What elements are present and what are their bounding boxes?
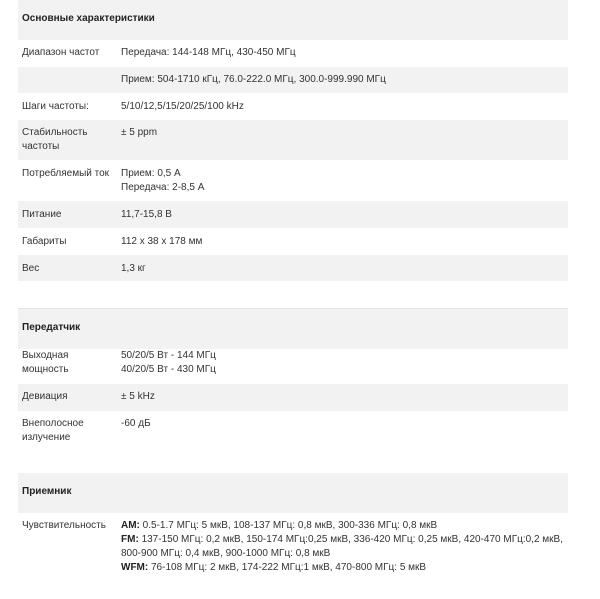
fm-mode-label: FM: [121,534,139,545]
spec-label: Шаги частоты: [22,101,89,112]
spec-value-line: 50/20/5 Вт - 144 МГц [121,350,216,361]
receiver-header [18,473,568,513]
spec-value-line: 40/20/5 Вт - 430 МГц [121,364,216,375]
wfm-mode-value: 76-108 МГц: 2 мкВ, 174-222 МГц:1 мкВ, 470-800 МГц: 5 мкВ [151,562,427,573]
spec-value: Передача: 144-148 МГц, 430-450 МГц [121,47,296,58]
spec-value: -60 дБ [121,418,151,429]
spec-row-frequency-range-rx [18,67,568,93]
spec-label: Питание [22,209,62,220]
spec-value: ± 5 kHz [121,391,155,402]
spec-label: Выходная мощность [22,350,69,375]
spec-row-current-consumption [18,160,568,201]
spec-value: 11,7-15,8 В [121,209,172,220]
spec-row-dimensions [18,228,568,255]
spec-value: 1,3 кг [121,263,146,274]
receiver-title: Приемник [22,486,72,497]
transmitter-title: Передатчик [22,322,81,333]
spec-row-frequency-stability [18,120,568,160]
main-specs-header [18,0,568,40]
spec-label: Стабильность частоты [22,127,88,152]
spec-label: Вес [22,263,40,274]
spec-value-line: Передача: 2-8,5 А [121,182,205,193]
spec-row-frequency-range-tx [18,40,568,67]
am-mode-label: AM: [121,520,140,531]
spec-row-output-power [18,349,568,389]
spec-value [121,519,566,575]
spec-row-spurious-emission [18,411,568,452]
spec-row-weight [18,255,568,281]
spec-value: 112 x 38 x 178 мм [121,236,203,247]
fm-mode-value: 137-150 МГц: 0,2 мкВ, 150-174 МГц:0,25 мкВ, 336-420 МГц: 0,25 мкВ, 420-470 МГц:0,2 мкВ, 800-900 МГц: 0,4 мкВ, 900-1000 МГц: 0,8 мкВ [121,534,564,559]
spec-row-frequency-step [18,93,568,120]
sensitivity-am-line [121,519,566,533]
transmitter-header [18,309,568,349]
spec-value-line: Прием: 0,5 А [121,168,181,179]
am-mode-value: 0.5-1.7 МГц: 5 мкВ, 108-137 МГц: 0,8 мкВ, 300-336 МГц: 0,8 мкВ [142,520,438,531]
spec-label: Девиация [22,391,68,402]
spec-label: Потребляемый ток [22,168,110,179]
spec-value: Прием: 504-1710 кГц, 76.0-222.0 МГц, 300.0-999.990 МГц [121,74,386,85]
spec-value: 5/10/12,5/15/20/25/100 kHz [121,101,244,112]
sensitivity-fm-line [121,533,566,561]
main-specs-title: Основные характеристики [22,13,155,24]
spec-value: ± 5 ppm [121,127,158,138]
spec-label: Габариты [22,236,67,247]
sensitivity-wfm-line [121,561,566,575]
spec-value [121,349,566,377]
spec-label: Диапазон частот [22,47,100,58]
spec-row-power-supply [18,201,568,228]
spec-row-sensitivity [18,513,568,579]
spec-row-deviation [18,384,568,411]
spec-value [121,167,566,195]
wfm-mode-label: WFM: [121,562,149,573]
spec-label: Внеполосное излучение [22,418,84,443]
spec-label: Чувствительность [22,520,106,531]
